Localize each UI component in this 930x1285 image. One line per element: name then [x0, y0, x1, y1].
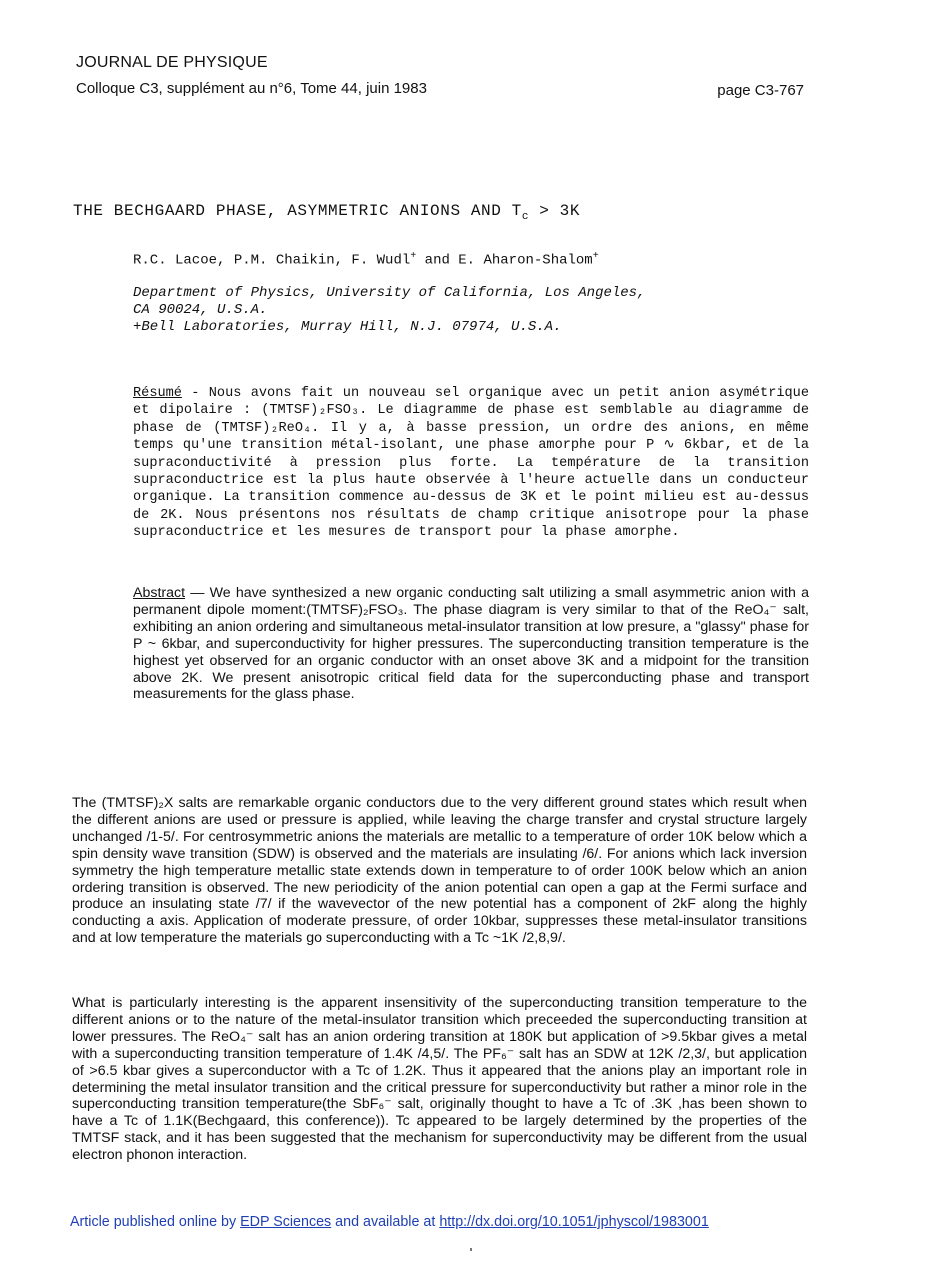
- affiliation-line: Department of Physics, University of California, Los Angeles,: [133, 285, 646, 301]
- authors: [133, 251, 599, 269]
- article-title: [73, 202, 580, 223]
- abstract-text: — We have synthesized a new organic conducting salt utilizing a small asymmetric anion with a permanent dipole moment:(TMTSF)₂FSO₃. The phase diagram is very similar to that of the ReO₄⁻ salt, exhibiting an anion ordering and simultaneous metal-insulator transition at low presure, a "glassy" phase for P ~ 6kbar, and superconductivity for higher pressures. The superconducting transition temperature is the highest yet observed for an organic conductor with an onset above 3K and a midpoint for the transition above 2K. We present anisotropic critical field data for the superconducting phase and transport measurements for the glass phase.: [133, 585, 809, 703]
- title-subscript: c: [521, 211, 530, 224]
- title-tail: > 3K: [529, 202, 581, 220]
- affiliation-line: +Bell Laboratories, Murray Hill, N.J. 07974, U.S.A.: [133, 319, 562, 335]
- affiliations: [133, 285, 645, 336]
- resume-text: - Nous avons fait un nouveau sel organique avec un petit anion asymétrique et dipolaire : (TMTSF)₂FSO₃. Le diagramme de phase est semblable au diagramme de phase de (TMTSF)₂ReO₄. Il y a, à basse pression, un ordre des anions, en même temps qu'une transition métal-isolant, une phase amorphe pour P ∿ 6kbar, et de la supraconductivité à pression plus forte. La température de la transition supraconductrice est la plus haute observée à l'heure actuelle dans un conducteur organique. La transition commence au-dessus de 3K et le point milieu est au-dessus de 2K. Nous présentons nos résultats de champ critique anisotrope pour la phase supraconductrice et les mesures de transport pour la phase amorphe.: [133, 386, 809, 541]
- body-paragraph-1: The (TMTSF)₂X salts are remarkable organic conductors due to the very different ground states which result when the different anions are used or pressure is applied, while leaving the charge transfer and crystal structure largely unchanged /1-5/. For centrosymmetric anions the materials are metallic to a temperature of order 10K below which a spin density wave transition (SDW) is observed and the materials are insulating /6/. For anions which lack inversion symmetry the high temperature metallic state extends down in temperature to of order 100K below which an anion ordering transition is observed. The new periodicity of the anion potential can open a gap at the Fermi surface and produce an insulating state /7/ if the wavevector of the new potential has a component of 2kF along the highly conducting a axis. Application of moderate pressure, of order 10kbar, suppresses these metal-insulator transitions and at low temperature the materials go superconducting with a Tc ~1K /2,8,9/.: [72, 795, 807, 947]
- publisher-link[interactable]: EDP Sciences: [240, 1214, 332, 1230]
- abstract-block: [133, 585, 809, 703]
- footer-prefix: Article published online by: [70, 1214, 241, 1230]
- body-paragraph-2: What is particularly interesting is the apparent insensitivity of the superconducting transition temperature to the different anions or to the nature of the metal-insulator transition which preceeded the superconducting transition at lower pressures. The ReO₄⁻ salt has an anion ordering transition at 180K but application of >9.5kbar gives a metal with a superconducting transition temperature of 1.4K /4,5/. The PF₆⁻ salt has an SDW at 12K /2,3/, but application of >6.5 kbar gives a superconductor with a Tc of 1.2K. Thus it appeared that the anions play an important role in determining the metal insulator transition and the critical pressure for superconductivity but rather a minor role in the superconducting transition temperature(the SbF₆⁻ salt, originally thought to have a Tc of .3K ,has been shown to have a Tc of 1.1K(Bechgaard, this conference)). Tc appeared to be largely determined by the properties of the TMTSF stack, and it has been suggested that the mechanism for superconductivity may be different from the usual electron phonon interaction.: [72, 995, 807, 1164]
- scan-speck: [470, 1248, 472, 1251]
- abstract-label: Abstract: [133, 585, 186, 601]
- resume-block: [133, 385, 809, 542]
- doi-link[interactable]: http://dx.doi.org/10.1051/jphyscol/1983001: [439, 1214, 709, 1230]
- publication-footer: [70, 1214, 709, 1230]
- authors-sup-2: +: [592, 251, 599, 262]
- resume-label: Résumé: [133, 386, 182, 401]
- page-number: page C3-767: [717, 82, 804, 99]
- journal-name: JOURNAL DE PHYSIQUE: [76, 54, 268, 71]
- title-main: THE BECHGAARD PHASE, ASYMMETRIC ANIONS AND T: [73, 202, 522, 220]
- footer-middle: and available at: [331, 1214, 440, 1230]
- colloque-line: Colloque C3, supplément au n°6, Tome 44, juin 1983: [76, 80, 427, 97]
- authors-sup-1: +: [410, 251, 417, 262]
- authors-part-2: and E. Aharon-Shalom: [416, 252, 593, 269]
- affiliation-line: CA 90024, U.S.A.: [133, 302, 268, 318]
- authors-part-1: R.C. Lacoe, P.M. Chaikin, F. Wudl: [133, 252, 411, 269]
